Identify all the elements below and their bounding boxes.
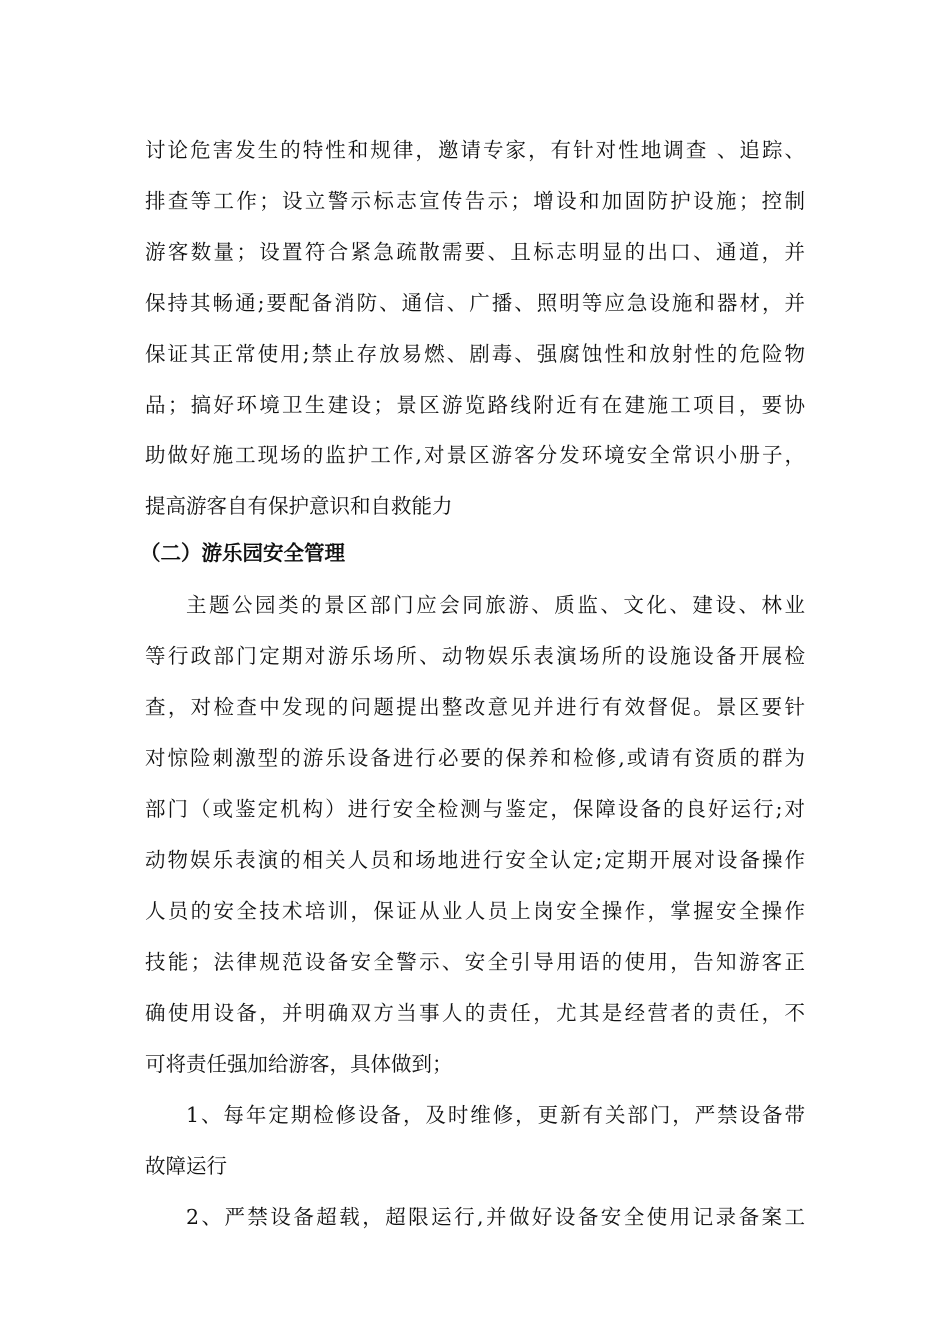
- text-line: 对惊险刺激型的游乐设备进行必要的保养和检修,或请有资质的群为: [145, 746, 805, 770]
- text-line: 保证其正常使用;禁止存放易燃、剧毒、强腐蚀性和放射性的危险物: [145, 342, 805, 366]
- section-heading: （二）游乐园安全管理: [140, 541, 345, 565]
- text-line: 等行政部门定期对游乐场所、动物娱乐表演场所的设施设备开展检: [145, 644, 805, 668]
- text-line: 提高游客自有保护意识和自救能力: [145, 494, 453, 518]
- paragraph-first-line: 主题公园类的景区部门应会同旅游、质监、文化、建设、林业: [186, 593, 805, 617]
- text-line: 技能；法律规范设备安全警示、安全引导用语的使用，告知游客正: [145, 950, 805, 974]
- text-line: 可将责任强加给游客，具体做到；: [145, 1052, 453, 1076]
- list-item-1: 1、每年定期检修设备，及时维修，更新有关部门，严禁设备带: [186, 1103, 805, 1127]
- text-line: 动物娱乐表演的相关人员和场地进行安全认定;定期开展对设备操作: [145, 848, 805, 872]
- text-line: 讨论危害发生的特性和规律，邀请专家，有针对性地调查 、追踪、: [145, 138, 805, 162]
- list-item-2: 2、严禁设备超载，超限运行,并做好设备安全使用记录备案工: [186, 1205, 805, 1229]
- text-line: 保持其畅通;要配备消防、通信、广播、照明等应急设施和器材，并: [145, 291, 805, 315]
- text-line: 确使用设备，并明确双方当事人的责任，尤其是经营者的责任，不: [145, 1001, 805, 1025]
- text-line: 品；搞好环境卫生建设；景区游览路线附近有在建施工项目，要协: [145, 393, 805, 417]
- text-line: 排查等工作；设立警示标志宣传告示；增设和加固防护设施；控制: [145, 189, 805, 213]
- text-line: 游客数量；设置符合紧急疏散需要、且标志明显的出口、通道，并: [145, 240, 805, 264]
- text-line: 部门（或鉴定机构）进行安全检测与鉴定，保障设备的良好运行;对: [145, 797, 805, 821]
- text-line: 助做好施工现场的监护工作,对景区游客分发环境安全常识小册子，: [145, 443, 805, 467]
- text-line: 人员的安全技术培训，保证从业人员上岗安全操作，掌握安全操作: [145, 899, 805, 923]
- text-line: 故障运行: [145, 1154, 227, 1178]
- text-line: 查，对检查中发现的问题提出整改意见并进行有效督促。景区要针: [145, 695, 805, 719]
